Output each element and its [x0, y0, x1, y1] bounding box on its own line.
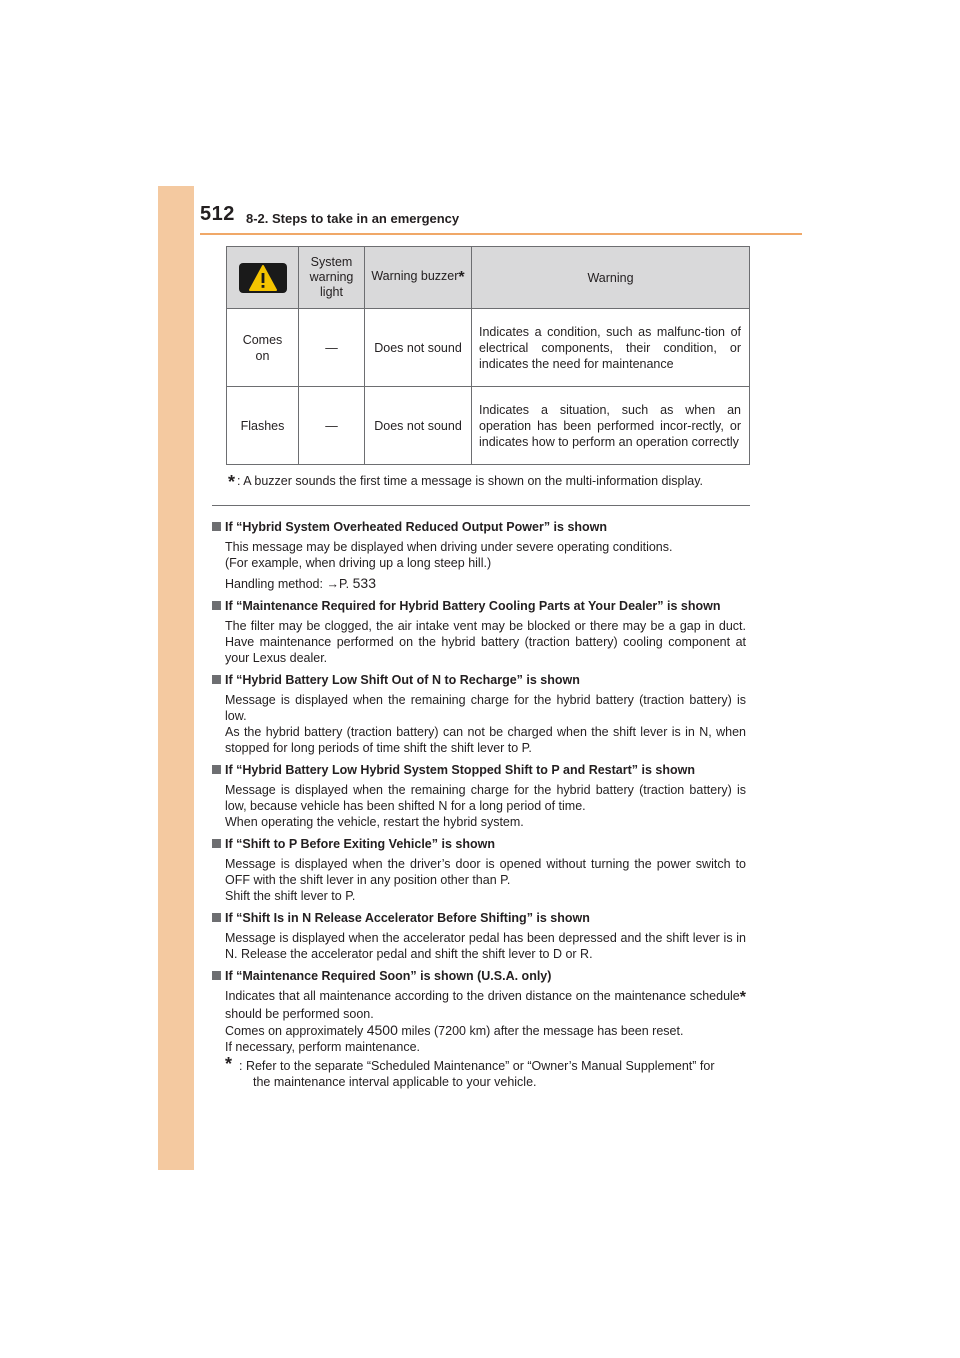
- item-heading: [212, 836, 746, 852]
- item-body: [225, 692, 746, 756]
- schedule-footnote-star: *: [739, 989, 746, 1006]
- column-header-warning-buzzer: [365, 247, 472, 309]
- item-body: [225, 539, 746, 592]
- item-body-text: [225, 988, 746, 1022]
- handling-label: Handling method: →P.: [225, 577, 353, 591]
- header-light-line2: warning: [309, 270, 354, 284]
- item-body: [225, 930, 746, 962]
- body-text-part: Indicates that all maintenance according to the driven distance on the maintenance schedule: [225, 989, 740, 1003]
- master-warning-icon: [239, 263, 287, 293]
- bullet-square-icon: [212, 971, 221, 980]
- body-text-part: Comes on approximately: [225, 1024, 367, 1038]
- mileage-value: 4500: [366, 1022, 398, 1038]
- row1-light-line2: on: [255, 348, 270, 363]
- list-item: [212, 762, 746, 830]
- row2-warning-cell: Indicates a situation, such as when an operation has been performed incor-rectly, or indicates how to perform an operation correctly: [472, 387, 750, 465]
- item-heading: [212, 968, 746, 984]
- item-body: [225, 856, 746, 904]
- list-item: [212, 910, 746, 962]
- list-item: [212, 968, 746, 1090]
- row2-dash-cell: —: [299, 387, 365, 465]
- warning-table: [226, 246, 750, 465]
- item-heading: [212, 762, 746, 778]
- row1-light-line1: Comes: [242, 332, 283, 347]
- note-star: *: [225, 1054, 233, 1074]
- item-body-text: This message may be displayed when driving under severe operating conditions.: [225, 540, 673, 554]
- item-heading-text: If “Shift Is in N Release Accelerator Before Shifting” is shown: [225, 911, 590, 925]
- item-body: [225, 618, 746, 666]
- item-body-text: Message is displayed when the remaining charge for the hybrid battery (traction battery) is low.: [225, 693, 746, 723]
- list-item: [212, 836, 746, 904]
- item-body-text: When operating the vehicle, restart the hybrid system.: [225, 815, 524, 829]
- row1-dash-cell: —: [299, 309, 365, 387]
- footnote-star: *: [228, 472, 236, 492]
- item-body-text: Message is displayed when the accelerator pedal has been depressed and the shift lever is in N. Release the accelerator pedal and shift the shift lever to D or R.: [225, 931, 746, 961]
- item-body: [225, 988, 746, 1090]
- row1-warning-cell: Indicates a condition, such as malfunc-tion of electrical components, their condition, or indicates the need for maintenance: [472, 309, 750, 387]
- message-list: [212, 513, 746, 1090]
- item-body-text: [225, 1022, 746, 1039]
- column-header-warning: [472, 247, 750, 309]
- row1-buzzer-cell: Does not sound: [365, 309, 472, 387]
- schedule-footnote: * : Refer to the separate “Scheduled Maintenance” or “Owner’s Manual Supplement” for the maintenance interval applicable to your vehicle.: [225, 1058, 746, 1090]
- item-heading: [212, 910, 746, 926]
- table-header-row: [227, 247, 750, 309]
- item-body-text: If necessary, perform maintenance.: [225, 1040, 420, 1054]
- section-divider: [212, 505, 750, 506]
- list-item: [212, 519, 746, 592]
- header-buzzer-label: Warning buzzer: [371, 268, 459, 283]
- row2-light-cell: Flashes: [227, 387, 299, 465]
- item-heading-text: If “Maintenance Required for Hybrid Battery Cooling Parts at Your Dealer” is shown: [225, 599, 721, 613]
- bullet-square-icon: [212, 675, 221, 684]
- bullet-square-icon: [212, 839, 221, 848]
- handling-method: [225, 575, 746, 592]
- buzzer-footnote-star: *: [458, 268, 465, 286]
- item-heading-text: If “Maintenance Required Soon” is shown (U.S.A. only): [225, 969, 552, 983]
- row2-buzzer-cell: Does not sound: [365, 387, 472, 465]
- item-heading-text: If “Hybrid System Overheated Reduced Output Power” is shown: [225, 520, 608, 534]
- item-body-text: As the hybrid battery (traction battery) can not be charged when the shift lever is in N, when stopped for long periods of time shift the shift lever to P.: [225, 725, 746, 755]
- body-text-part: should be performed soon.: [225, 1007, 374, 1021]
- icon-header-cell: [227, 247, 299, 309]
- section-title: 8-2. Steps to take in an emergency: [246, 211, 460, 226]
- body-text-part: miles (7200 km) after the message has been reset.: [397, 1024, 684, 1038]
- item-body-text: Shift the shift lever to P.: [225, 889, 356, 903]
- item-heading: [212, 519, 746, 535]
- row1-light-cell: [227, 309, 299, 387]
- bullet-square-icon: [212, 913, 221, 922]
- header-warning-label: Warning: [587, 270, 634, 285]
- header-light-line1: System: [310, 255, 353, 269]
- footnote-text: A buzzer sounds the first time a message is shown on the multi-information display.: [243, 474, 703, 488]
- item-body: [225, 782, 746, 830]
- list-item: [212, 672, 746, 756]
- handling-page-link[interactable]: 533: [352, 575, 376, 591]
- note-text: the maintenance interval applicable to your vehicle.: [253, 1075, 537, 1089]
- table-row: [227, 309, 750, 387]
- note-text: Refer to the separate “Scheduled Maintenance” or “Owner’s Manual Supplement” for: [245, 1059, 715, 1073]
- table-footnote: * : A buzzer sounds the first time a message is shown on the multi-information display.: [228, 472, 703, 492]
- table-row: [227, 387, 750, 465]
- item-heading: [212, 598, 746, 614]
- bullet-square-icon: [212, 522, 221, 531]
- item-heading-text: If “Hybrid Battery Low Shift Out of N to Recharge” is shown: [225, 673, 580, 687]
- chapter-side-tab: [158, 186, 194, 1170]
- header-divider: [200, 233, 802, 235]
- item-body-text: Message is displayed when the remaining charge for the hybrid battery (traction battery) is low, because vehicle has been shifted N for a long period of time.: [225, 783, 746, 813]
- item-body-text: (For example, when driving up a long steep hill.): [225, 556, 492, 570]
- item-heading-text: If “Shift to P Before Exiting Vehicle” is shown: [225, 837, 495, 851]
- item-body-text: Message is displayed when the driver’s door is opened without turning the power switch to OFF with the shift lever in any position other than P.: [225, 857, 746, 887]
- item-heading: [212, 672, 746, 688]
- item-body-text: The filter may be clogged, the air intake vent may be blocked or there may be a gap in duct. Have maintenance performed on the hybrid battery (traction battery) cooling component at your Lexus dealer.: [225, 619, 746, 665]
- column-header-system-warning-light: [299, 247, 365, 309]
- bullet-square-icon: [212, 765, 221, 774]
- list-item: [212, 598, 746, 666]
- bullet-square-icon: [212, 601, 221, 610]
- item-heading-text: If “Hybrid Battery Low Hybrid System Stopped Shift to P and Restart” is shown: [225, 763, 695, 777]
- header-light-line3: light: [320, 285, 343, 299]
- page-number: 512: [200, 203, 235, 225]
